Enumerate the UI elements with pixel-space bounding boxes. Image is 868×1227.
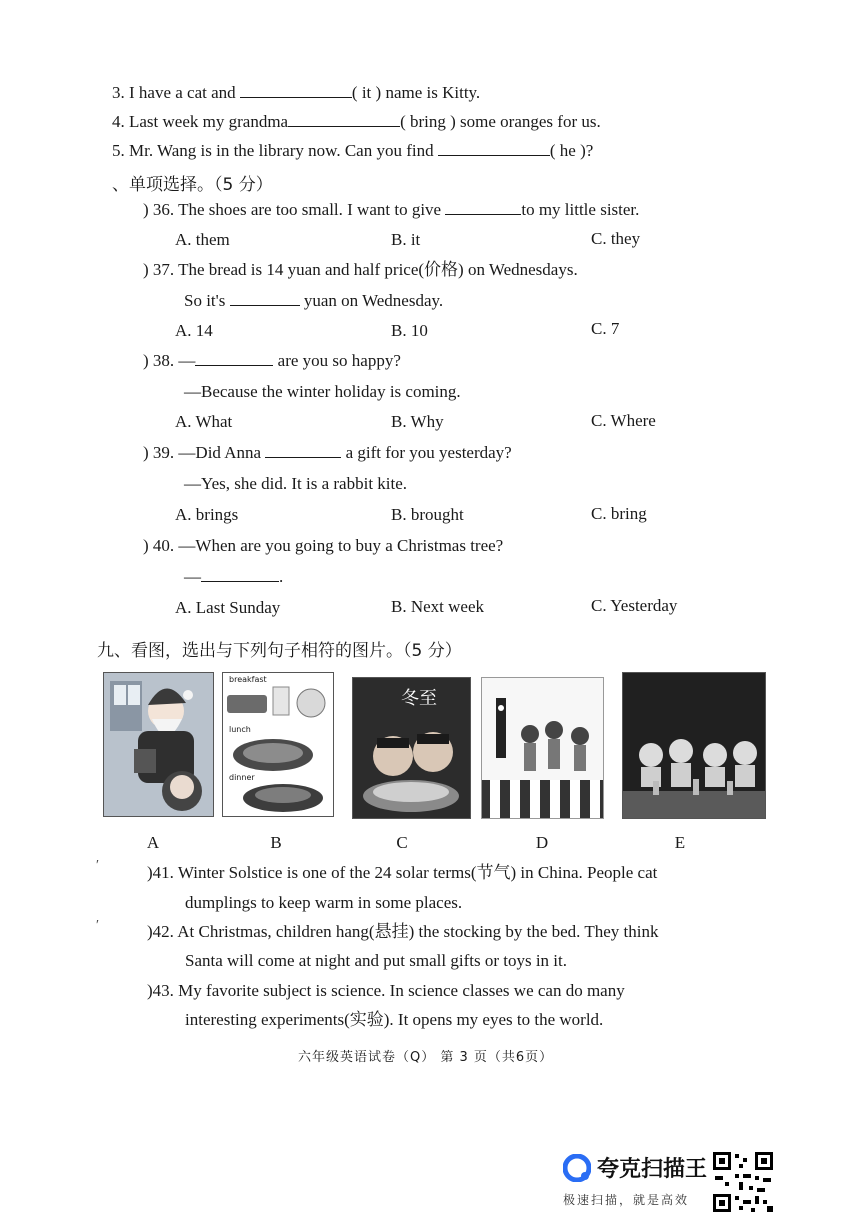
fill-item-4 — [112, 111, 601, 133]
question-stem: —When are you going to buy a Christmas tree? — [178, 536, 504, 555]
question-tail: a gift for you yesterday? — [345, 443, 512, 462]
item-number: 4. — [112, 112, 125, 131]
question-number: )41. — [147, 863, 174, 882]
matching-42-line2: Santa will come at night and put small gifts or toys in it. — [185, 951, 567, 970]
question-text: So it's — [184, 291, 226, 310]
question-38-line2: —Because the winter holiday is coming. — [184, 382, 461, 401]
question-number: ) 38. — [143, 351, 175, 370]
item-hint: ( bring ) some oranges for us. — [400, 112, 601, 131]
answer-blank[interactable] — [240, 82, 352, 98]
brand-name: 夸克扫描王 — [597, 1157, 708, 1182]
meals-icon — [223, 673, 333, 816]
answer-blank[interactable] — [230, 290, 300, 306]
matching-42 — [147, 921, 659, 943]
answer-blank[interactable] — [288, 111, 400, 127]
question-tail: to my little sister. — [521, 200, 640, 219]
caption-lunch: lunch — [229, 725, 251, 734]
question-37 — [143, 259, 578, 281]
question-40 — [143, 535, 503, 557]
caption-dinner: dinner — [229, 773, 255, 782]
fill-item-3 — [112, 82, 480, 104]
picture-label-b: B — [270, 833, 282, 852]
question-text: yuan on Wednesday. — [303, 291, 444, 310]
item-number: 3. — [112, 83, 125, 102]
question-number: )43. — [147, 981, 174, 1000]
picture-label-a: A — [146, 833, 160, 852]
question-number: )42. — [147, 922, 174, 941]
banner-text: 冬至 — [401, 688, 437, 709]
item-text: Mr. Wang is in the library now. Can you find — [129, 141, 434, 160]
question-39 — [143, 442, 512, 464]
item-text: Last week my grandma — [129, 112, 289, 131]
question-36 — [143, 199, 639, 221]
question-40-line2: — . — [184, 567, 284, 586]
picture-label-e: E — [674, 833, 686, 852]
question-stem: — — [178, 351, 196, 370]
option-a[interactable]: A. 14 — [175, 321, 213, 340]
question-number: ) 39. — [143, 443, 175, 462]
picture-a — [103, 672, 214, 817]
qr-code-icon[interactable] — [711, 1150, 775, 1214]
picture-label-d: D — [535, 833, 549, 852]
item-text: I have a cat and — [129, 83, 236, 102]
matching-43-line2: interesting experiments(实验). It opens my eyes to the world. — [185, 1010, 604, 1029]
option-a[interactable]: A. What — [175, 412, 233, 431]
question-stem: —Did Anna — [178, 443, 262, 462]
question-text: At Christmas, children hang(悬挂) the stocking by the bed. They think — [177, 922, 659, 941]
answer-blank[interactable] — [445, 199, 521, 215]
picture-c — [352, 677, 471, 819]
option-c[interactable]: C. they — [591, 229, 641, 248]
page-footer: 六年级英语试卷（Q） 第 3 页（共6页） — [298, 1050, 554, 1065]
picture-e — [622, 672, 766, 819]
matching-41 — [147, 862, 657, 884]
option-c[interactable]: C. bring — [591, 504, 647, 523]
answer-blank[interactable] — [195, 350, 273, 366]
item-hint: ( it ) name is Kitty. — [351, 83, 481, 102]
question-number: ) 37. — [143, 260, 175, 279]
section-title-picture-match: 九、看图，选出与下列句子相符的图片。（5 分） — [97, 641, 462, 661]
item-number: 5. — [112, 141, 125, 160]
caption-breakfast: breakfast — [229, 675, 267, 684]
picture-label-c: C — [396, 833, 408, 852]
question-number: ) 40. — [143, 536, 175, 555]
question-38 — [143, 350, 401, 372]
margin-mark: ′ — [96, 918, 100, 933]
question-text: Winter Solstice is one of the 24 solar terms(节气) in China. People cat — [177, 863, 658, 882]
question-stem: The bread is 14 yuan and half price(价格) on Wednesdays. — [178, 260, 578, 279]
option-a[interactable]: A. brings — [175, 505, 239, 524]
option-a[interactable]: A. Last Sunday — [175, 598, 281, 617]
option-c[interactable]: C. Yesterday — [591, 596, 678, 615]
quark-logo-icon — [563, 1154, 591, 1182]
question-text: — — [184, 567, 201, 586]
item-hint: ( he )? — [549, 141, 594, 160]
option-a[interactable]: A. them — [175, 230, 230, 249]
answer-blank[interactable] — [265, 442, 341, 458]
option-b[interactable]: B. Why — [391, 412, 444, 431]
answer-blank[interactable] — [438, 140, 550, 156]
matching-43 — [147, 980, 625, 1002]
question-stem: The shoes are too small. I want to give — [178, 200, 442, 219]
option-c[interactable]: C. 7 — [591, 319, 620, 338]
option-b[interactable]: B. 10 — [391, 321, 428, 340]
question-text: My favorite subject is science. In science classes we can do many — [178, 981, 625, 1000]
question-tail: are you so happy? — [277, 351, 401, 370]
brand-slogan: 极速扫描，就是高效 — [563, 1193, 690, 1207]
santa-icon — [104, 673, 213, 816]
picture-b — [222, 672, 334, 817]
question-39-line2: —Yes, she did. It is a rabbit kite. — [184, 474, 408, 493]
option-b[interactable]: B. Next week — [391, 597, 485, 616]
crosswalk-icon — [482, 678, 603, 818]
matching-41-line2: dumplings to keep warm in some places. — [185, 893, 463, 912]
picture-d — [481, 677, 604, 819]
section-title-single-choice: 、单项选择。（5 分） — [112, 175, 273, 195]
margin-mark: ′ — [96, 858, 100, 873]
question-number: ) 36. — [143, 200, 175, 219]
fill-item-5 — [112, 140, 593, 162]
answer-blank[interactable] — [201, 566, 279, 582]
option-b[interactable]: B. it — [391, 230, 421, 249]
question-37-line2 — [184, 290, 443, 312]
option-b[interactable]: B. brought — [391, 505, 464, 524]
science-lab-icon — [623, 673, 765, 818]
option-c[interactable]: C. Where — [591, 411, 656, 430]
